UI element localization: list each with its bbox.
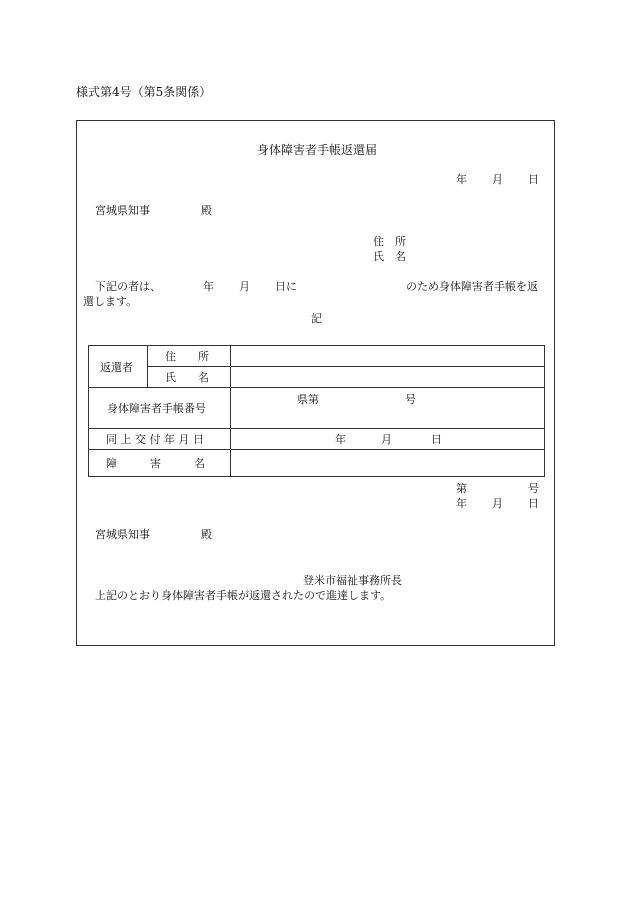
footer-office: 登米市福祉事務所長 [303, 574, 402, 587]
issue-day: 日 [431, 433, 442, 446]
issue-date-label: 同 上 交 付 年 月 日 [106, 433, 204, 446]
footer-day: 日 [528, 497, 539, 510]
returner-name-field[interactable] [231, 367, 545, 388]
footer-month: 月 [492, 497, 503, 510]
date-day: 日 [528, 173, 539, 186]
footer-addressee-name: 宮城県知事 [95, 528, 150, 541]
disability-name-label-cell [89, 450, 231, 477]
returner-label: 返還者 [100, 361, 133, 374]
booklet-number-label-cell [89, 388, 231, 429]
returner-address-field[interactable] [231, 346, 545, 367]
form-title: 身体障害者手帳返還届 [257, 143, 378, 157]
detail-table [88, 345, 545, 477]
returner-label-cell [89, 346, 148, 388]
statement-intro: 下記の者は、 [95, 280, 161, 293]
ki-heading: 記 [311, 312, 322, 325]
applicant-name-label: 氏 名 [373, 250, 406, 263]
footer-no-suffix: 号 [528, 482, 539, 495]
applicant-address-label: 住 所 [373, 235, 406, 248]
statement-reason: のため身体障害者手帳を返 [406, 280, 538, 293]
disability-name-label: 障 害 名 [106, 457, 205, 470]
statement-day: 日に [275, 280, 297, 293]
statement-year: 年 [203, 280, 214, 293]
go-label: 号 [405, 393, 416, 406]
disability-name-field[interactable] [231, 450, 545, 477]
returner-address-label-cell [148, 346, 231, 367]
addressee-suffix: 殿 [201, 204, 212, 217]
issue-date-field[interactable] [231, 429, 545, 450]
returner-name-label-cell [148, 367, 231, 388]
statement-month: 月 [239, 280, 250, 293]
statement-line2: 還します。 [83, 295, 138, 308]
returner-address-label: 住 所 [165, 350, 209, 363]
footer-no-prefix: 第 [456, 482, 467, 495]
booklet-number-label: 身体障害者手帳番号 [107, 402, 206, 415]
footer-year: 年 [456, 497, 467, 510]
footer-addressee-suffix: 殿 [201, 528, 212, 541]
addressee-name: 宮城県知事 [95, 204, 150, 217]
booklet-number-field[interactable] [231, 388, 545, 429]
returner-name-label: 氏 名 [165, 371, 209, 384]
date-year: 年 [456, 173, 467, 186]
issue-date-label-cell [89, 429, 231, 450]
issue-month: 月 [381, 433, 392, 446]
issue-year: 年 [335, 433, 346, 446]
footer-transmittal: 上記のとおり身体障害者手帳が返還されたので進達します。 [95, 589, 392, 602]
form-number: 様式第4号（第5条関係） [76, 85, 212, 99]
prefecture-no-label: 県第 [297, 393, 319, 406]
date-month: 月 [492, 173, 503, 186]
